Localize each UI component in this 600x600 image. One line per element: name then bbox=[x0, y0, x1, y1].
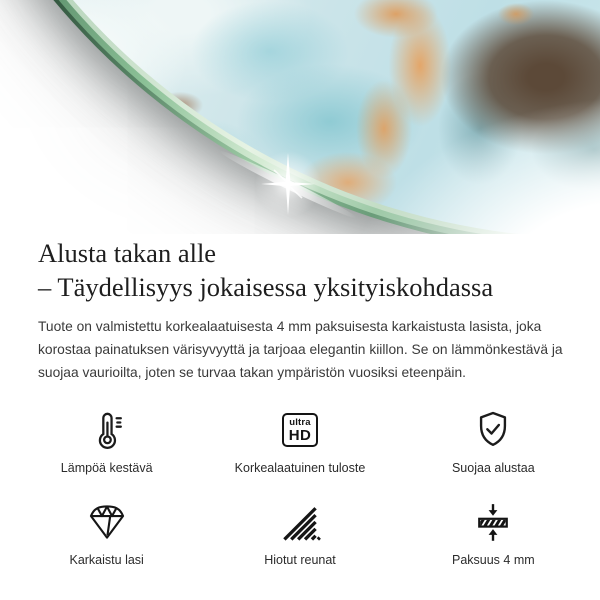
page-title-line2: – Täydellisyys jokaisessa yksityiskohdassa bbox=[38, 272, 494, 302]
product-hero-image bbox=[0, 0, 600, 234]
feature-tempered-glass bbox=[10, 499, 203, 567]
product-description: Tuote on valmistettu korkealaatuisesta 4 mm paksuisesta karkaistusta lasista, joka korostaa painatuksen värisyvyyttä ja tarjoaa elegantin kiillon. Se on lämmönkestävä ja suojaa vaurioilta, joten se turvaa takan ympäristön vuosiksi eteenpäin. bbox=[38, 319, 563, 380]
feature-label: Karkaistu lasi bbox=[69, 553, 144, 567]
feature-high-quality-print bbox=[203, 407, 396, 475]
feature-thickness bbox=[397, 499, 590, 567]
feature-label: Paksuus 4 mm bbox=[451, 553, 535, 567]
light-glint-icon bbox=[253, 149, 323, 219]
feature-label: Suojaa alustaa bbox=[451, 461, 535, 475]
feature-label: Hiotut reunat bbox=[264, 553, 336, 567]
features-grid bbox=[10, 407, 590, 567]
thermometer-icon bbox=[86, 407, 128, 453]
thickness-icon bbox=[471, 499, 515, 545]
ultra-hd-icon-text-bottom: HD bbox=[288, 427, 312, 445]
page-title bbox=[38, 236, 562, 304]
ultra-hd-icon-text-top: ultra bbox=[289, 416, 311, 428]
ultra-hd-icon bbox=[282, 407, 318, 453]
polished-edges-icon bbox=[278, 499, 322, 545]
feature-label: Korkealaatuinen tuloste bbox=[234, 461, 366, 475]
diamond-icon bbox=[85, 499, 129, 545]
feature-protects-base bbox=[397, 407, 590, 475]
shield-check-icon bbox=[471, 407, 515, 453]
feature-heat-resistant bbox=[10, 407, 203, 475]
page-title-line1: Alusta takan alle bbox=[38, 238, 217, 268]
feature-polished-edges bbox=[203, 499, 396, 567]
feature-label: Lämpöä kestävä bbox=[60, 461, 153, 475]
